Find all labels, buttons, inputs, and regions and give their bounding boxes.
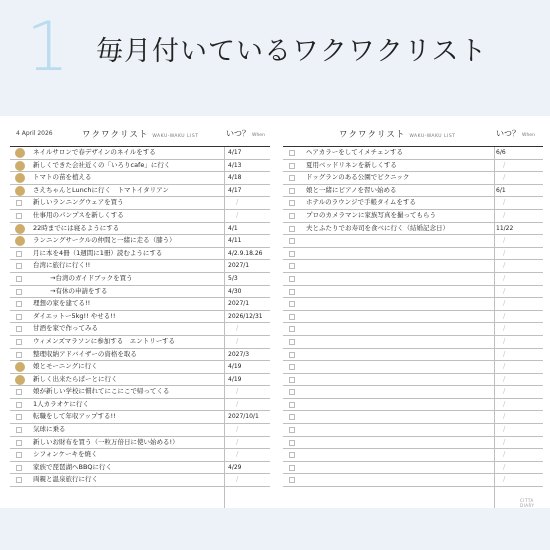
checkbox-icon[interactable] [16, 289, 22, 295]
list-item [10, 223, 270, 236]
list-item [10, 260, 270, 273]
checkbox-icon[interactable] [289, 163, 295, 169]
list-title [82, 128, 198, 140]
checkbox-icon[interactable] [289, 301, 295, 307]
task-text: 両親と温泉旅行に行く [33, 475, 98, 484]
task-text: ドッグランのある公園でピクニック [306, 173, 410, 182]
when-en: When [522, 133, 535, 138]
when-title: いつ？ [496, 129, 520, 138]
list-item [283, 374, 543, 387]
when-value: 6/1 [496, 186, 506, 194]
done-circle-icon [15, 224, 25, 234]
task-text: さえちゃんとLunchに行く トマトイタリアン [33, 185, 169, 194]
when-value: 4/18 [228, 174, 242, 182]
checkbox-icon[interactable] [289, 326, 295, 332]
task-text: トマトの苗を植える [33, 173, 92, 182]
header [0, 0, 550, 110]
checkbox-icon[interactable] [16, 477, 22, 483]
when-value: 2027/1 [228, 300, 250, 308]
checkbox-icon[interactable] [16, 465, 22, 471]
checkbox-icon[interactable] [289, 150, 295, 156]
when-placeholder-slash: / [236, 425, 239, 434]
when-value: 4/2.9.18.26 [228, 249, 263, 257]
when-placeholder-slash: / [503, 198, 506, 207]
when-placeholder-slash: / [503, 412, 506, 421]
list-item [283, 286, 543, 299]
checkbox-icon[interactable] [16, 326, 22, 332]
when-placeholder-slash: / [503, 462, 506, 471]
list-item [10, 399, 270, 412]
when-placeholder-slash: / [236, 387, 239, 396]
list-item [283, 336, 543, 349]
when-en: When [252, 133, 265, 138]
task-text: 転職をして年収アップする!! [33, 412, 116, 421]
list-item [10, 286, 270, 299]
right-page-header [283, 128, 543, 144]
task-text: ダイエットー5kg!! やせる!! [33, 311, 116, 320]
list-item [283, 474, 543, 487]
list-item [10, 386, 270, 399]
list-item [283, 235, 543, 248]
when-placeholder-slash: / [503, 450, 506, 459]
checkbox-icon[interactable] [289, 175, 295, 181]
when-placeholder-slash: / [503, 248, 506, 257]
when-placeholder-slash: / [503, 210, 506, 219]
task-text: 夫とふたりでお寿司を食べに行く（結婚記念日） [306, 223, 449, 232]
list-item [10, 361, 270, 374]
checkbox-icon[interactable] [289, 226, 295, 232]
when-value: 5/3 [228, 274, 238, 282]
task-text: 娘が新しい学校に慣れてにこにこで帰ってくる [33, 387, 170, 396]
when-title: いつ？ [226, 129, 250, 138]
checkbox-icon[interactable] [289, 377, 295, 383]
list-item [10, 323, 270, 336]
list-item [283, 437, 543, 450]
done-circle-icon [15, 148, 25, 158]
task-text: 理想の家を建てる!! [33, 299, 91, 308]
left-page [10, 116, 270, 508]
checkbox-icon[interactable] [16, 440, 22, 446]
list-item [283, 361, 543, 374]
list-item [283, 185, 543, 198]
list-item [283, 449, 543, 462]
task-text: 夏用ベッドリネンを新しくする [306, 160, 397, 169]
when-placeholder-slash: / [503, 273, 506, 282]
checkbox-icon[interactable] [289, 465, 295, 471]
list-item [10, 248, 270, 261]
checkbox-icon[interactable] [16, 276, 22, 282]
list-item [283, 172, 543, 185]
when-placeholder-slash: / [503, 374, 506, 383]
done-circle-icon [15, 375, 25, 385]
when-placeholder-slash: / [503, 311, 506, 320]
list-title-en: WAKU-WAKU LIST [152, 134, 199, 139]
checkbox-icon[interactable] [289, 200, 295, 206]
when-placeholder-slash: / [503, 399, 506, 408]
task-text: 22時までには寝るようにする [33, 223, 120, 232]
list-item [10, 273, 270, 286]
checkbox-icon[interactable] [289, 188, 295, 194]
list-item [10, 185, 270, 198]
left-list [10, 146, 270, 487]
when-value: 2027/1 [228, 262, 250, 270]
list-item [283, 311, 543, 324]
task-text: 月に本を4冊（1週間に1冊）読むようにする [33, 248, 163, 257]
task-text: ネイルサロンで春デザインのネイルをする [33, 148, 156, 156]
task-text: 新しくできた会社近くの「いろりcafe」に行く [33, 160, 171, 169]
task-text: 娘とモーニングに行く [33, 362, 98, 371]
list-item [283, 323, 543, 336]
list-title-text: ワクワクリスト [339, 130, 406, 140]
when-placeholder-slash: / [236, 399, 239, 408]
brand-label: CITTA DIARY [520, 498, 535, 508]
list-item [283, 298, 543, 311]
list-item [283, 223, 543, 236]
checkbox-icon[interactable] [289, 452, 295, 458]
checkbox-icon[interactable] [289, 263, 295, 269]
checkbox-icon[interactable] [289, 402, 295, 408]
when-value: 4/19 [228, 363, 242, 371]
when-placeholder-slash: / [503, 349, 506, 358]
section-number: 1 [26, 8, 70, 87]
checkbox-icon[interactable] [289, 440, 295, 446]
checkbox-icon[interactable] [16, 427, 22, 433]
when-value: 4/19 [228, 375, 242, 383]
when-placeholder-slash: / [503, 261, 506, 270]
task-text: 仕事用のパンプスを新しくする [33, 210, 124, 219]
when-placeholder-slash: / [503, 387, 506, 396]
when-value: 11/22 [496, 224, 514, 232]
when-placeholder-slash: / [236, 475, 239, 484]
list-item [10, 298, 270, 311]
task-text: 1人カラオケに行く [33, 399, 90, 408]
list-item [10, 462, 270, 475]
right-page [283, 116, 543, 508]
when-value: 4/17 [228, 149, 242, 156]
when-value: 2027/3 [228, 350, 250, 358]
done-circle-icon [15, 236, 25, 246]
task-text: 家族で琵琶湖へBBQに行く [33, 462, 113, 471]
checkbox-icon[interactable] [16, 389, 22, 395]
when-value: 4/1 [228, 224, 238, 232]
checkbox-icon[interactable] [289, 477, 295, 483]
task-text: ウィメンズマラソンに参加する エントリーする [33, 336, 175, 345]
checkbox-icon[interactable] [16, 452, 22, 458]
list-item [283, 386, 543, 399]
list-item [283, 273, 543, 286]
task-text: 新しく出来たらぱーとに行く [33, 374, 118, 383]
list-title-en: WAKU-WAKU LIST [409, 134, 456, 139]
list-item [283, 146, 543, 160]
checkbox-icon[interactable] [289, 414, 295, 420]
task-text: 新しいお財布を買う（一粒万倍日に使い始める!） [33, 437, 179, 446]
checkbox-icon[interactable] [16, 414, 22, 420]
when-value: 2026/12/31 [228, 312, 263, 320]
checkbox-icon[interactable] [16, 301, 22, 307]
checkbox-icon[interactable] [289, 289, 295, 295]
when-placeholder-slash: / [236, 437, 239, 446]
page-date: 4 April 2026 [16, 130, 53, 137]
list-item [10, 449, 270, 462]
when-value: 4/17 [228, 186, 242, 194]
list-item [10, 349, 270, 362]
when-placeholder-slash: / [503, 425, 506, 434]
done-circle-icon [15, 173, 25, 183]
list-item [10, 474, 270, 487]
when-placeholder-slash: / [236, 210, 239, 219]
when-placeholder-slash: / [503, 324, 506, 333]
when-placeholder-slash: / [503, 299, 506, 308]
done-circle-icon [15, 161, 25, 171]
list-item [283, 160, 543, 173]
when-placeholder-slash: / [236, 324, 239, 333]
list-item [10, 197, 270, 210]
right-list [283, 146, 543, 487]
checkbox-icon[interactable] [16, 314, 22, 320]
when-placeholder-slash: / [503, 160, 506, 169]
list-item [10, 210, 270, 223]
when-value: 4/11 [228, 237, 242, 245]
task-text: ヘアカラーをしてイメチェンする [306, 148, 403, 156]
list-item [10, 374, 270, 387]
checkbox-icon[interactable] [289, 213, 295, 219]
list-item [10, 311, 270, 324]
when-value: 4/30 [228, 287, 242, 295]
list-item [10, 160, 270, 173]
list-item [283, 210, 543, 223]
task-text: 気球に乗る [33, 425, 66, 434]
checkbox-icon[interactable] [289, 238, 295, 244]
list-item [283, 462, 543, 475]
list-item [283, 197, 543, 210]
checkbox-icon[interactable] [289, 389, 295, 395]
task-text: 娘と一緒にピアノを習い始める [306, 185, 397, 194]
when-header [226, 128, 265, 139]
checkbox-icon[interactable] [16, 251, 22, 257]
list-item [10, 424, 270, 437]
checkbox-icon[interactable] [16, 339, 22, 345]
list-item [283, 349, 543, 362]
page-title: 毎月付いているワクワクリスト [96, 36, 488, 67]
task-text: →有休の申請をする [50, 286, 108, 295]
checkbox-icon[interactable] [289, 276, 295, 282]
list-item [10, 172, 270, 185]
when-value: 4/29 [228, 463, 242, 471]
task-text: 整理収納アドバイザーの資格を取る [33, 349, 137, 358]
done-circle-icon [15, 186, 25, 196]
checkbox-icon[interactable] [16, 200, 22, 206]
list-item [10, 146, 270, 160]
checkbox-icon[interactable] [289, 364, 295, 370]
when-placeholder-slash: / [503, 362, 506, 371]
task-text: シフォンケーキを焼く [33, 450, 98, 459]
when-placeholder-slash: / [503, 173, 506, 182]
when-placeholder-slash: / [503, 437, 506, 446]
checkbox-icon[interactable] [289, 427, 295, 433]
when-placeholder-slash: / [236, 450, 239, 459]
checkbox-icon[interactable] [16, 352, 22, 358]
when-placeholder-slash: / [503, 475, 506, 484]
checkbox-icon[interactable] [16, 263, 22, 269]
task-text: 新しいランニングウェアを買う [33, 198, 124, 207]
notebook-spread [0, 116, 550, 508]
when-placeholder-slash: / [236, 198, 239, 207]
list-item [10, 411, 270, 424]
list-item [283, 399, 543, 412]
list-item [10, 235, 270, 248]
when-value: 6/6 [496, 149, 506, 156]
when-header [496, 128, 535, 139]
task-text: プロのカメラマンに家族写真を撮ってもらう [306, 210, 436, 219]
task-text: 台湾に旅行に行く!! [33, 261, 91, 270]
when-placeholder-slash: / [503, 286, 506, 295]
checkbox-icon[interactable] [289, 314, 295, 320]
left-page-header [10, 128, 270, 144]
list-item [283, 424, 543, 437]
list-item [10, 437, 270, 450]
checkbox-icon[interactable] [16, 402, 22, 408]
list-item [283, 411, 543, 424]
list-item [283, 248, 543, 261]
when-placeholder-slash: / [503, 236, 506, 245]
list-title [339, 128, 455, 140]
list-title-text: ワクワクリスト [82, 130, 149, 140]
checkbox-icon[interactable] [289, 352, 295, 358]
when-value: 2027/10/1 [228, 413, 259, 421]
when-value: 4/13 [228, 161, 242, 169]
task-text: →台湾のガイドブックを買う [50, 273, 133, 282]
checkbox-icon[interactable] [289, 251, 295, 257]
task-text: 甘酒を家で作ってみる [33, 324, 98, 333]
checkbox-icon[interactable] [16, 213, 22, 219]
when-placeholder-slash: / [236, 336, 239, 345]
task-text: ホテルのラウンジで手帳タイムをする [306, 198, 416, 207]
done-circle-icon [15, 362, 25, 372]
list-item [283, 260, 543, 273]
task-text: ランニングサークルの仲間と一緒に走る（膝う） [33, 236, 176, 245]
checkbox-icon[interactable] [289, 339, 295, 345]
when-placeholder-slash: / [503, 336, 506, 345]
list-item [10, 336, 270, 349]
